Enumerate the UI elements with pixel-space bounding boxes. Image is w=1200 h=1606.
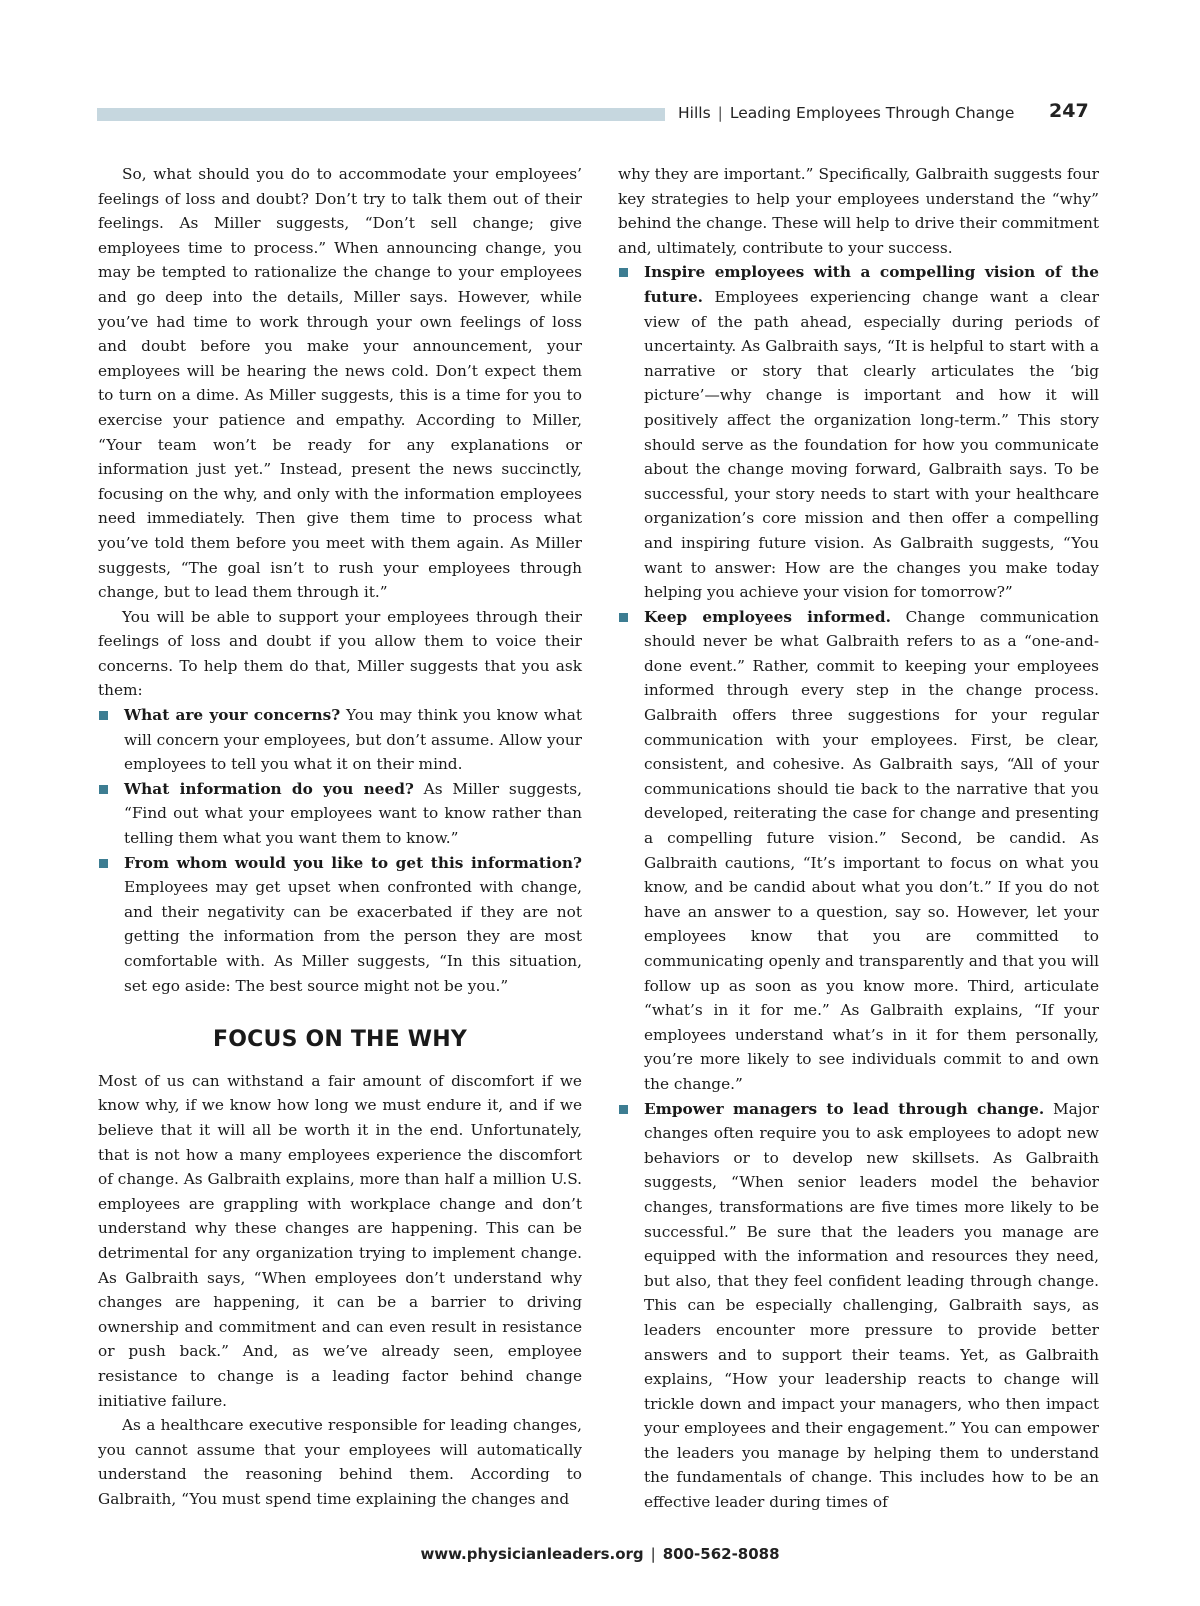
body-paragraph: You will be able to support your employees through their feelings of loss and doubt if you allow them to voice their concerns. To help them do that, Miller suggests that you ask them: [98, 607, 582, 700]
bullet-lead: Inspire employees with a compelling vision of the future. [644, 263, 1099, 306]
page-footer [0, 1545, 1200, 1563]
bullet-lead: What are your concerns? [124, 706, 341, 725]
bullet-text: Change communication should never be what Galbraith refers to as a “one-and-done event.” Rather, commit to keeping your employees informed through every step in the change process. Galbraith offers three suggestions for your regular communication with your employees. First, be clear, consistent, and cohesive. As Galbraith says, “All of your communications should tie back to the narrative that you developed, reiterating the case for change and presenting a compelling future vision.” Second, be candid. As Galbraith cautions, “It’s important to focus on what you know, and be candid about what you don’t.” If you do not have an answer to a question, say so. However, let your employees know that you are committed to communicating openly and transparently and that you will follow up as soon as you know more. Third, articulate “what’s in it for me.” As Galbraith explains, “If your employees understand what’s in it for them personally, you’re more likely to see individuals commit to and own the change.” [644, 607, 1099, 1093]
header-separator: | [717, 104, 723, 122]
list-item [618, 605, 1099, 1097]
bullet-text: Employees experiencing change want a clear view of the path ahead, especially during periods of uncertainty. As Galbraith says, “It is helpful to start with a narrative or story that clearly articulates the ‘big picture’—why change is important and how it will positively affect the organization long-term.” This story should serve as the foundation for how you communicate about the change moving forward, Galbraith says. To be successful, your story needs to start with your healthcare organization’s core mission and then offer a compelling and inspiring future vision. As Galbraith suggests, “You want to answer: How are the changes you make today helping you achieve your vision for tomorrow?” [644, 287, 1099, 602]
section-heading: FOCUS ON THE WHY [213, 1027, 467, 1053]
body-paragraph: So, what should you do to accommodate your employees’ feelings of loss and doubt? Don’t try to talk them out of their feelings. As Miller suggests, “Don’t sell change; give employees time to process.” When announcing change, you may be tempted to rationalize the change to your employees and go deep into the details, Miller says. However, while you’ve had time to work through your own feelings of loss and doubt before you make your announcement, your employees will be hearing the news cold. Don’t expect them to turn on a dime. As Miller suggests, this is a time for you to exercise your patience and empathy. According to Miller, “Your team won’t be ready for any explanations or information just yet.” Instead, present the news succinctly, focusing on the why, and only with the information employees need immediately. Then give them time to process what you’ve told them before you meet with them again. As Miller suggests, “The goal isn’t to rush your employees through change, but to lead them through it.” [98, 165, 582, 602]
bullet-lead: What information do you need? [124, 779, 414, 798]
bullet-square-icon [99, 711, 108, 720]
left-column [98, 162, 582, 1511]
bullet-square-icon [619, 613, 628, 622]
footer-separator: | [650, 1545, 656, 1563]
list-item [618, 1097, 1099, 1515]
bullet-lead: Empower managers to lead through change. [644, 1099, 1045, 1118]
footer-phone: 800-562-8088 [662, 1545, 780, 1563]
header-accent-bar [97, 108, 665, 121]
list-item [98, 851, 582, 999]
right-column [618, 162, 1099, 1515]
bullet-list [98, 703, 582, 998]
bullet-square-icon [99, 859, 108, 868]
body-paragraph: why they are important.” Specifically, Galbraith suggests four key strategies to help your employees understand the “why” behind the change. These will help to drive their commitment and, ultimately, contribute to your success. [618, 165, 1099, 257]
bullet-text: You may think you know what will concern your employees, but don’t assume. Allow your employees to tell you what it on their mind. [124, 706, 583, 774]
list-item [98, 777, 582, 851]
footer-website: www.physicianleaders.org [420, 1545, 644, 1563]
bullet-square-icon [99, 785, 108, 794]
bullet-text: Major changes often require you to ask employees to adopt new behaviors or to develop new skillsets. As Galbraith suggests, “When senior leaders model the behavior changes, transformations are five times more likely to be successful.” Be sure that the leaders you manage are equipped with the information and resources they need, but also, that they feel confident leading through change. This can be especially challenging, Galbraith says, as leaders encounter more pressure to provide better answers and to support their teams. Yet, as Galbraith explains, “How your leadership reacts to change will trickle down and impact your managers, who then impact your employees and their engagement.” You can empower the leaders you manage by helping them to understand the fundamentals of change. This includes how to be an effective leader during times of [644, 1099, 1099, 1512]
bullet-lead: From whom would you like to get this information? [124, 853, 582, 872]
bullet-text: As Miller suggests, “Find out what your employees want to know rather than telling them what you want them to know.” [124, 779, 582, 848]
bullet-square-icon [619, 1105, 628, 1114]
bullet-list [618, 260, 1099, 1514]
body-paragraph: As a healthcare executive responsible for leading changes, you cannot assume that your employees will automatically understand the reasoning behind them. According to Galbraith, “You must spend time explaining the changes and [98, 1416, 582, 1508]
running-header [678, 104, 1014, 122]
bullet-text: Employees may get upset when confronted with change, and their negativity can be exacerbated if they are not getting the information from the person they are most comfortable with. As Miller suggests, “In this situation, set ego aside: The best source might not be you.” [124, 878, 582, 995]
body-paragraph: Most of us can withstand a fair amount of discomfort if we know why, if we know how long we must endure it, and if we believe that it will all be worth it in the end. Unfortunately, that is not how a many employees experience the discomfort of change. As Galbraith explains, more than half a million U.S. employees are grappling with workplace change and don’t understand why these changes are happening. This can be detrimental for any organization trying to implement change. As Galbraith says, “When employees don’t understand why changes are happening, it can be a barrier to driving ownership and commitment and can even result in resistance or push back.” And, as we’ve already seen, employee resistance to change is a leading factor behind change initiative failure. [98, 1071, 582, 1410]
header-article-title: Leading Employees Through Change [729, 104, 1015, 122]
page-number: 247 [1049, 100, 1089, 122]
header-author: Hills [678, 104, 711, 122]
bullet-square-icon [619, 268, 628, 277]
bullet-lead: Keep employees informed. [644, 607, 891, 626]
list-item [618, 260, 1099, 604]
list-item [98, 703, 582, 777]
